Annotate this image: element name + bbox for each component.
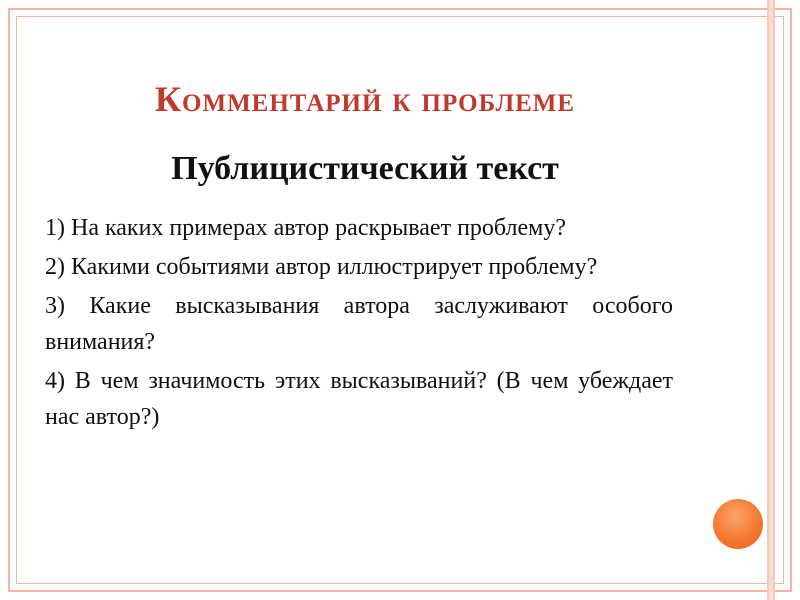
slide-title: Комментарий к проблеме	[154, 79, 576, 119]
orange-circle-decoration-icon	[713, 499, 763, 549]
slide-subtitle: Публицистический текст	[171, 150, 559, 187]
question-item-1: 1) На каких примерах автор раскрывает проблему?	[45, 215, 566, 241]
decorative-right-band	[767, 0, 775, 600]
question-item-2: 2) Какими событиями автор иллюстрирует проблему?	[45, 254, 598, 280]
question-list	[45, 210, 673, 438]
question-item-4: 4) В чем значимость этих высказываний? (В чем убеждает нас автор?)	[45, 368, 673, 430]
question-item-3: 3) Какие высказывания автора заслуживают особого внимания?	[45, 293, 673, 355]
